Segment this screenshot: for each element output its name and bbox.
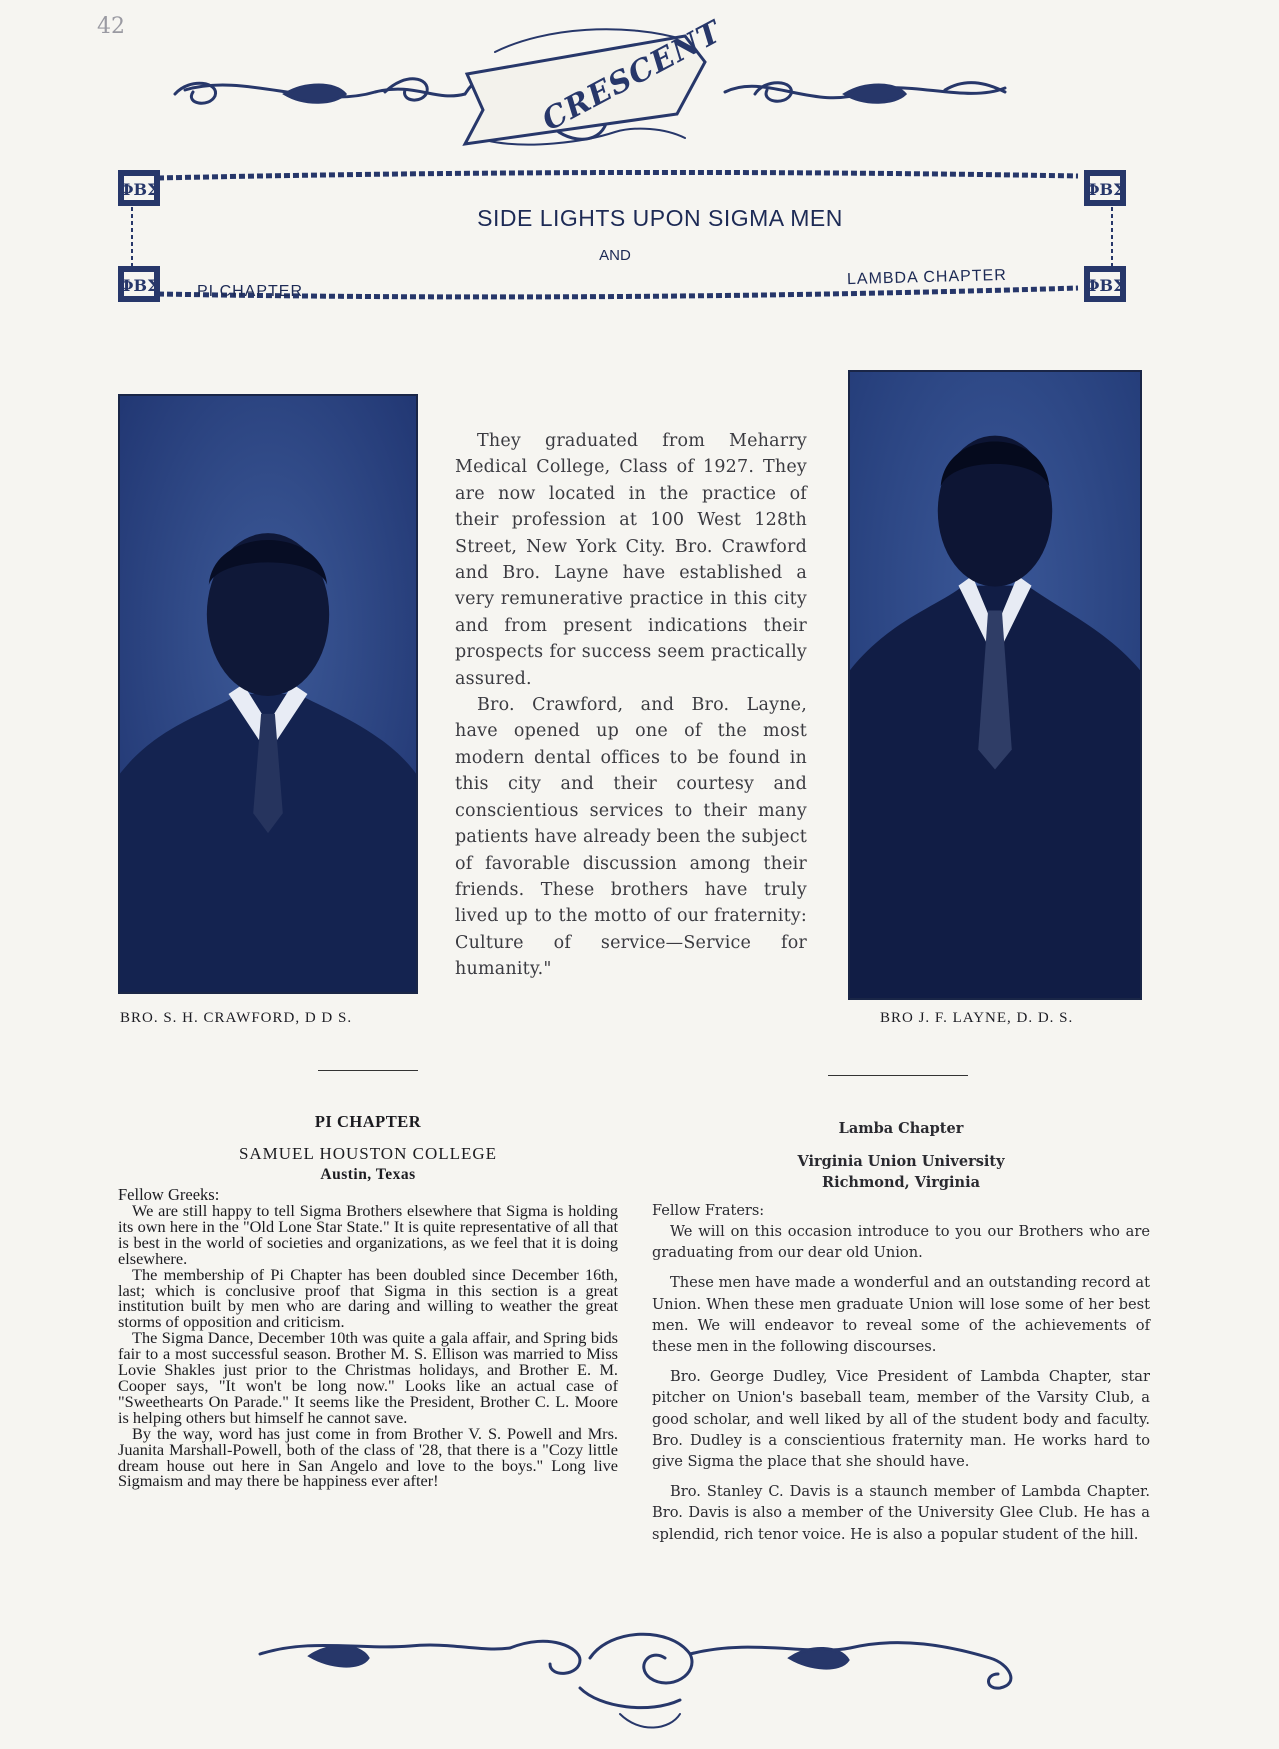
section-paragraph: We are still happy to tell Sigma Brothers elsewhere that Sigma is holding its own here in the "Old Lone Star State." It is quite representative of all that is best in the world of societies and organizations, as we feel that it is doing elsewhere. — [118, 1201, 618, 1268]
section-salutation: Fellow Greeks: — [118, 1185, 220, 1204]
svg-text:ΦΒΣ: ΦΒΣ — [119, 180, 159, 199]
section-paragraph: These men have made a wonderful and an outstanding record at Union. When these men graduate Union will lose some of her best men. We will endeavor to reveal some of the achievements of these men in the following discourses. — [652, 1274, 1150, 1356]
svg-text:ΦΒΣ: ΦΒΣ — [1085, 276, 1125, 295]
section-paragraph: By the way, word has just come in from Brother V. S. Powell and Mrs. Juanita Marshall-Powell, both of the class of '28, that there is a "Cozy little dream house out here in San Angelo and love to the boys." Long live Sigmaism and may there be happiness ever after! — [118, 1423, 618, 1491]
page-title: SIDE LIGHTS UPON SIGMA MEN — [477, 205, 843, 231]
section-paragraph: Bro. George Dudley, Vice President of Lambda Chapter, star pitcher on Union's baseball team, member of the Varsity Club, a good scholar, and well liked by all of the student body and faculty. Bro. Dudley is a conscientious fraternity man. He works hard to give Sigma the place that she should have. — [652, 1368, 1150, 1471]
header-conjunction: AND — [599, 247, 631, 264]
section-heading: Lamba Chapter — [838, 1120, 964, 1137]
divider — [828, 1075, 968, 1076]
article-paragraph: Bro. Crawford, and Bro. Layne, have opened up one of the most modern dental offices to be found in this city and their courtesy and conscientious services to their many patients have already been the subject of favorable discussion among their friends. These brothers have truly lived up to the motto of our fraternity: Culture of service—Service for humanity." — [455, 695, 807, 980]
scroll-flourish-icon — [250, 1618, 1050, 1738]
svg-text:ΦΒΣ: ΦΒΣ — [1085, 180, 1125, 199]
section-paragraph: The membership of Pi Chapter has been doubled since December 16th, last; which is conclusive proof that Sigma in this section is a great institution built by men who are daring and willing to weather the great storms of opposition and criticism. — [118, 1264, 618, 1332]
header-right-chapter: LAMBDA CHAPTER — [846, 266, 1007, 289]
photo-caption-crawford: BRO. S. H. CRAWFORD, D D S. — [120, 1010, 353, 1026]
section-salutation: Fellow Fraters: — [652, 1203, 765, 1219]
pi-chapter-section — [118, 1112, 618, 1489]
section-location: Richmond, Virginia — [822, 1174, 980, 1191]
crescent-banner-label: CRESCENT — [536, 14, 728, 139]
section-heading: PI CHAPTER — [314, 1112, 422, 1131]
section-paragraph: We will on this occasion introduce to you our Brothers who are graduating from our dear old Union. — [652, 1223, 1150, 1262]
svg-text:ΦΒΣ: ΦΒΣ — [119, 276, 159, 295]
article-paragraph: They graduated from Meharry Medical College, Class of 1927. They are now located in the practice of their profession at 100 West 128th Street, New York City. Bro. Crawford and Bro. Layne have established a very remunerative practice in this city and from present indications their prospects for success seem practically assured. — [455, 431, 807, 689]
section-paragraph: The Sigma Dance, December 10th was quite a gala affair, and Spring bids fair to a most successful season. Brother M. S. Ellison was married to Miss Lovie Shakles just prior to the Christmas holidays, and Brother E. M. Cooper says, "It won't be long now." Looks like an actual case of "Sweethearts On Parade." It seems like the President, Brother C. L. Moore is helping others but himself he cannot save. — [118, 1328, 618, 1427]
header-left-chapter: PI CHAPTER — [197, 283, 304, 300]
section-school: Virginia Union University — [797, 1153, 1005, 1170]
page-number: 42 — [97, 14, 125, 39]
section-location: Austin, Texas — [320, 1166, 416, 1183]
portrait-photo-icon — [118, 394, 418, 994]
lambda-chapter-section — [652, 1120, 1150, 1554]
section-paragraph: Bro. Stanley C. Davis is a staunch member of Lambda Chapter. Bro. Davis is also a member of the University Glee Club. He has a splendid, rich tenor voice. He is also a popular student of the hill. — [652, 1483, 1150, 1543]
portrait-photo-icon — [848, 370, 1142, 1000]
divider — [318, 1070, 418, 1071]
photo-caption-layne: BRO J. F. LAYNE, D. D. S. — [880, 1010, 1074, 1026]
section-school: SAMUEL HOUSTON COLLEGE — [238, 1144, 498, 1163]
dentists-article — [455, 428, 807, 983]
